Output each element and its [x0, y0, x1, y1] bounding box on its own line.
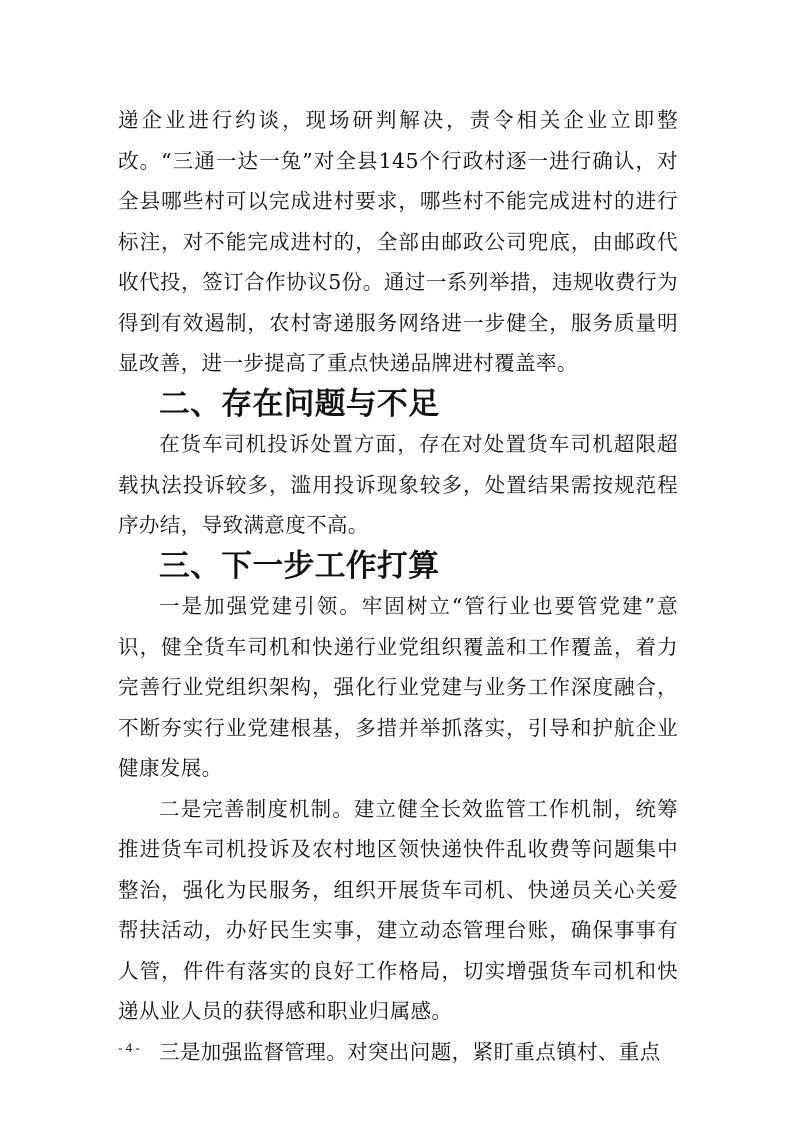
item-1-body: 牢固树立“管行业也要管党建”意识，健全货车司机和快递行业党组织覆盖和工作覆盖，着力完善行业党组织架构，强化行业党建与业务工作深度融合，不断夯实行业党建根基，多措并举抓落实，引导和护航企业健康发展。	[118, 594, 678, 780]
section-heading-problems: 二、存在问题与不足	[159, 385, 440, 422]
item-2-body: 建立健全长效监管工作机制，统筹推进货车司机投诉及农村地区领快递快件乱收费等问题集中整治，强化为民服务，组织开展货车司机、快递员关心关爱帮扶活动，办好民生实事，建立动态管理台账，确保事事有人管，件件有落实的良好工作格局，切实增强货车司机和快递从业人员的获得感和职业归属感。	[118, 796, 678, 1023]
item-2-lead: 二是完善制度机制。	[159, 796, 354, 821]
section-heading-next-steps: 三、下一步工作打算	[159, 547, 440, 584]
item-3-lead: 三是加强监督管理。	[159, 1039, 348, 1064]
document-body	[118, 100, 678, 1072]
page-number: - 4 -	[118, 1040, 140, 1055]
paragraph-item-3	[118, 1032, 678, 1073]
paragraph-item-2	[118, 789, 678, 1032]
item-1-lead: 一是加强党建引领。	[159, 594, 362, 618]
item-3-body: 对突出问题，紧盯重点镇村、重点	[347, 1039, 661, 1064]
paragraph-continuation: 递企业进行约谈，现场研判解决，责令相关企业立即整改。“三通一达一兔”对全县145个行政村逐一进行确认，对全县哪些村可以完成进村要求，哪些村不能完成进村的进行标注，对不能完成进村的，全部由邮政公司兜底，由邮政代收代投，签订合作协议5份。通过一系列举措，违规收费行为得到有效遏制，农村寄递服务网络进一步健全，服务质量明显改善，进一步提高了重点快递品牌进村覆盖率。	[118, 108, 678, 375]
paragraph-problems: 在货车司机投诉处置方面，存在对处置货车司机超限超载执法投诉较多，滥用投诉现象较多，处置结果需按规范程序办结，导致满意度不高。	[118, 432, 678, 537]
paragraph-item-1	[118, 586, 678, 789]
